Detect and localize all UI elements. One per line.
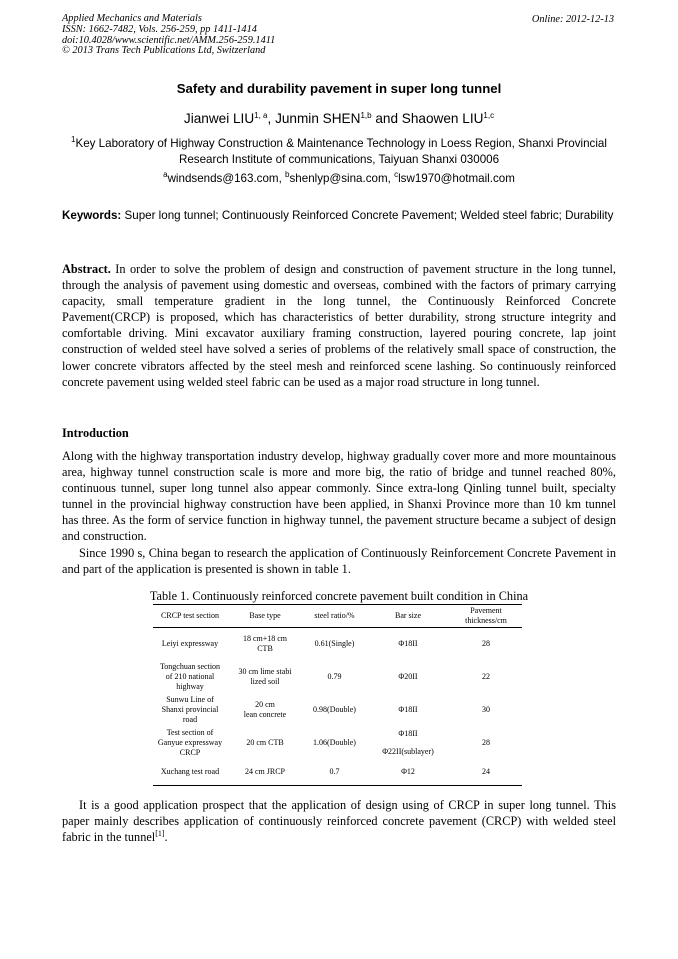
cell-line: 1.06(Double) [313, 738, 356, 747]
author-name: Jianwei LIU [183, 111, 255, 126]
cell-line: CTB [257, 644, 273, 654]
table-row [153, 727, 522, 760]
table-cell [153, 661, 227, 694]
table-cell [366, 694, 450, 727]
cell-line: Ganyue expressway [157, 738, 223, 747]
cell-line: Φ18II [398, 729, 418, 738]
affiliation [62, 136, 616, 168]
table-cell [303, 727, 366, 760]
cell-line: 0.61(Single) [314, 639, 355, 649]
table-cell [450, 628, 522, 661]
cell-line: Sunwu Line of [166, 695, 214, 704]
table-cell [227, 760, 303, 786]
table-cell [450, 694, 522, 727]
cell-line: 22 [482, 672, 490, 681]
online-date: Online: 2012-12-13 [531, 14, 614, 25]
table-caption: Table 1. Continuously reinforced concrete pavement built condition in China [149, 589, 529, 603]
table-cell [366, 628, 450, 661]
table-cell [153, 694, 227, 727]
keywords [62, 208, 616, 223]
closing-paragraph [62, 797, 616, 845]
email-sup: b [285, 170, 290, 179]
author-sup: 1,b [360, 111, 372, 120]
table-cell [153, 628, 227, 661]
author-name: Junmin SHEN [275, 111, 361, 126]
table-cell [153, 727, 227, 760]
intro-paragraph-2 [62, 545, 616, 577]
table-row [153, 694, 522, 727]
author-sup: 1, a [254, 111, 268, 120]
table-cell [227, 694, 303, 727]
cell-line: 24 cm JRCP [244, 767, 285, 777]
section-heading-introduction: Introduction [62, 426, 129, 440]
keywords-label: Keywords: [62, 209, 122, 222]
cell-line: 20 cm [255, 700, 275, 709]
cell-line: 28 [482, 738, 490, 747]
journal-header [62, 14, 275, 57]
cell-line: lean concrete [243, 710, 287, 719]
cell-line: 24 [482, 767, 490, 777]
cell-line: Leiyi expressway [161, 639, 219, 649]
email-sep: , [278, 172, 286, 185]
closing-text: It is a good application prospect that the application of design using of CRCP in super long tunnel. This paper mainly describes application of continuously reinforced concrete pavement (CRCP) with welded steel fabric in the tunnel [62, 798, 616, 845]
table-cell [227, 727, 303, 760]
cell-line: 30 cm lime stabi [238, 667, 292, 676]
cell-line: Φ18II [398, 705, 418, 714]
paper-title: Safety and durability pavement in super long tunnel [176, 81, 502, 96]
table-cell [450, 661, 522, 694]
cell-line: 0.7 [329, 767, 340, 777]
column-header [450, 605, 522, 628]
author-sup: 1,c [483, 111, 495, 120]
cell-line: of 210 national [165, 672, 215, 681]
cell-line: Φ22II(sublayer) [382, 747, 434, 756]
email-address: windsends@163.com [167, 172, 279, 185]
column-header: Base type [227, 605, 303, 628]
author-sep: , [267, 111, 276, 126]
doi-line: doi:10.4028/www.scientific.net/AMM.256-259.1411 [62, 34, 276, 46]
author-line [0, 111, 678, 126]
table-header-row [153, 605, 522, 628]
table-cell [366, 760, 450, 786]
cell-line: Test section of [166, 728, 214, 737]
cell-line: Φ12 [401, 767, 415, 777]
citation-ref: [1] [155, 829, 165, 839]
email-address: lsw1970@hotmail.com [398, 172, 515, 185]
cell-line: 20 cm CTB [246, 738, 284, 747]
table-cell [450, 727, 522, 760]
table-row [153, 760, 522, 786]
email-sep: , [387, 172, 395, 185]
cell-line: Φ20II [398, 672, 418, 681]
email-sup: a [163, 170, 168, 179]
closing-end: . [164, 830, 168, 845]
column-header: steel ratio/% [303, 605, 366, 628]
header-line: thickness/cm [465, 616, 507, 625]
cell-line: 28 [482, 639, 490, 649]
table-cell [227, 661, 303, 694]
affiliation-text: Key Laboratory of Highway Construction & Maintenance Technology in Loess Region, Shanxi Provincial Research Institute of communications, Taiyuan Shanxi 030006 [75, 137, 607, 166]
header-line: Pavement [470, 606, 502, 615]
table-row [153, 661, 522, 694]
cell-line: Shanxi provincial [161, 705, 219, 714]
cell-line: Φ18II [398, 639, 418, 649]
cell-line: 18 cm+18 cm [242, 634, 288, 644]
cell-line: highway [176, 682, 204, 691]
table-cell [303, 760, 366, 786]
intro-paragraph-1: Along with the highway transportation industry develop, highway gradually cover more and more mountainous area, highway tunnel construction scale is more and more big, the ratio of bridge and tunnel reached 80%, continuous tunnel, super long tunnel also appear commonly. Since extra-long Qinling tunnel built, specialty tunnel in the provincial highway construction have been applied, in Shanxi Province more than 10 km tunnel has three. As the form of service function in highway tunnel, the pavement structure became a subject of design and construction. [62, 449, 616, 544]
abstract-label: Abstract. [62, 262, 111, 276]
abstract-text: In order to solve the problem of design and construction of pavement structure in the long tunnel, through the analysis of pavement using domestic and overseas, combined with the factors of primary carrying capacity, small temperature gradient in the long tunnel, the Continuously Reinforced Concrete Pavement(CRCP) is proposed, which has characteristics of better durability, strong structure integrity and comfortable driving. Mini excavator auxiliary framing construction, layered pouring concrete, lap joint construction of welded steel have solved a series of problems of the relatively small space of construction, the lower concrete vibrators affected by the steel mesh and reinforced scene lashing. So continuously reinforced concrete pavement using welded steel fabric can be used as a major road structure in long tunnel. [62, 262, 617, 389]
author-name: Shaowen LIU [401, 111, 484, 126]
email-sup: c [394, 170, 399, 179]
table-cell [303, 628, 366, 661]
cell-line: Xuchang test road [160, 767, 220, 777]
column-header: CRCP test section [153, 605, 227, 628]
affiliation-sup: 1 [71, 135, 76, 144]
cell-line: 30 [482, 705, 490, 714]
issn-line: ISSN: 1662-7482, Vols. 256-259, pp 1411-1414 [62, 23, 257, 35]
cell-line: CRCP [179, 748, 201, 757]
column-header: Bar size [366, 605, 450, 628]
email-line [0, 172, 678, 185]
cell-line: 0.98(Double) [313, 705, 356, 714]
abstract [62, 261, 616, 390]
table-cell [303, 694, 366, 727]
email-address: shenlyp@sina.com [289, 172, 388, 185]
cell-line: road [182, 715, 198, 724]
table-cell [450, 760, 522, 786]
author-sep: and [371, 111, 402, 126]
cell-line: lized soil [250, 677, 280, 686]
copyright-line: © 2013 Trans Tech Publications Ltd, Switzerland [62, 45, 266, 57]
journal-name: Applied Mechanics and Materials [62, 13, 202, 24]
intro-paragraph-2-text: Since 1990 s, China began to research the application of Continuously Reinforcement Concrete Pavement in and part of the application is presented is shown in table 1. [62, 546, 616, 577]
table-row [153, 628, 522, 661]
table-cell [366, 727, 450, 760]
table-cell [153, 760, 227, 786]
crcp-table [153, 604, 522, 786]
cell-line: 0.79 [327, 672, 342, 681]
table-cell [227, 628, 303, 661]
keywords-text: Super long tunnel; Continuously Reinforced Concrete Pavement; Welded steel fabric; Durability [124, 209, 614, 222]
table-cell [303, 661, 366, 694]
table-cell [366, 661, 450, 694]
cell-line: Tongchuan section [159, 662, 221, 671]
